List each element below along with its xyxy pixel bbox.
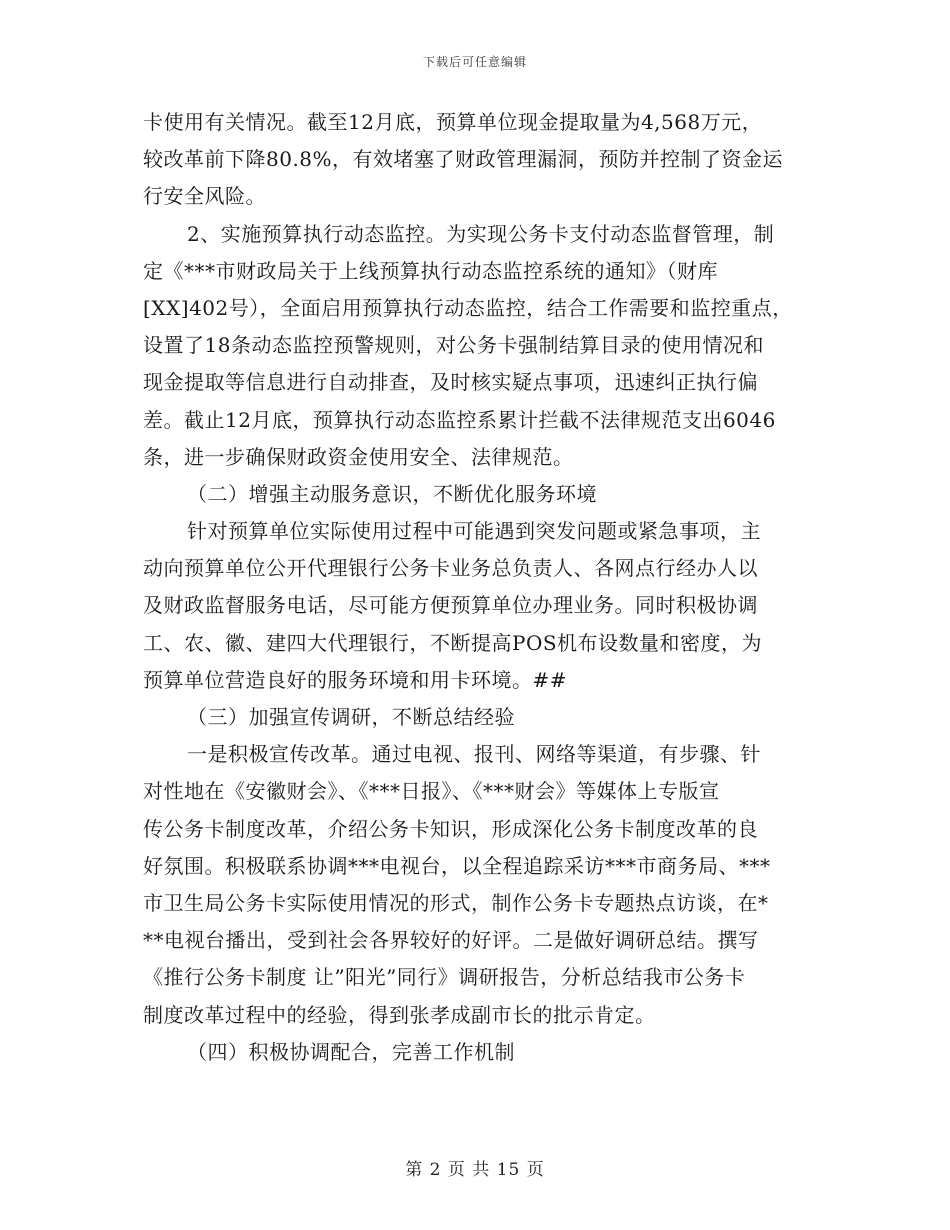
body-line-18: 一是积极宣传改革。通过电视、报刊、网络等渠道，有步骤、针 bbox=[187, 742, 761, 767]
body-line-12: 针对预算单位实际使用过程中可能遇到突发问题或紧急事项，主 bbox=[187, 519, 761, 544]
document-body bbox=[143, 104, 823, 1071]
body-line-6: [XX]402号），全面启用预算执行动态监控，结合工作需要和监控重点， bbox=[143, 295, 793, 320]
body-line-16: 预算单位营造良好的服务环境和用卡环境。## bbox=[143, 667, 568, 692]
body-line-22: 市卫生局公务卡实际使用情况的形式，制作公务卡专题热点访谈，在* bbox=[143, 890, 769, 915]
body-line-21: 好氛围。积极联系协调***电视台，以全程追踪采访***市商务局、*** bbox=[143, 853, 771, 878]
body-line-7: 设置了18条动态监控预警规则，对公务卡强制结算目录的使用情况和 bbox=[143, 333, 764, 358]
body-line-8: 现金提取等信息进行自动排查，及时核实疑点事项，迅速纠正执行偏 bbox=[143, 370, 758, 395]
page-number-footer: 第 2 页 共 15 页 bbox=[405, 1160, 545, 1180]
body-line-24: 《推行公务卡制度 让”阳光”同行》调研报告，分析总结我市公务卡 bbox=[143, 965, 746, 990]
body-line-20: 传公务卡制度改革，介绍公务卡知识，形成深化公务卡制度改革的良 bbox=[143, 816, 758, 841]
body-line-10: 条，进一步确保财政资金使用安全、法律规范。 bbox=[143, 444, 574, 469]
body-line-14: 及财政监督服务电话，尽可能方便预算单位办理业务。同时积极协调 bbox=[143, 593, 758, 618]
body-line-9: 差。截止12月底，预算执行动态监控系累计拦截不法律规范支出6046 bbox=[143, 407, 776, 432]
body-line-13: 动向预算单位公开代理银行公务卡业务总负责人、各网点行经办人以 bbox=[143, 556, 758, 581]
body-line-1: 卡使用有关情况。截至12月底，预算单位现金提取量为4,568万元， bbox=[143, 110, 763, 134]
body-line-2: 较改革前下降80.8%，有效堵塞了财政管理漏洞，预防并控制了资金运 bbox=[143, 147, 784, 172]
section-heading-3: （三）加强宣传调研，不断总结经验 bbox=[187, 705, 515, 729]
body-line-23: **电视台播出，受到社会各界较好的好评。二是做好调研总结。撰写 bbox=[143, 928, 759, 953]
page-header-note: 下载后可任意编辑 bbox=[422, 55, 527, 69]
body-line-15: 工、农、徽、建四大代理银行，不断提高POS机布设数量和密度，为 bbox=[143, 630, 763, 655]
body-line-5: 定《***市财政局关于上线预算执行动态监控系统的通知》（财库 bbox=[143, 258, 718, 283]
body-line-19: 对性地在《安徽财会》、《***日报》、《***财会》等媒体上专版宣 bbox=[143, 779, 720, 804]
body-line-25: 制度改革过程中的经验，得到张孝成副市长的批示肯定。 bbox=[143, 1002, 656, 1027]
body-line-4: 2、实施预算执行动态监控。为实现公务卡支付动态监督管理，制 bbox=[187, 221, 775, 246]
body-line-3: 行安全风险。 bbox=[143, 184, 266, 209]
section-heading-4: （四）积极协调配合，完善工作机制 bbox=[187, 1039, 515, 1064]
section-heading-2: （二）增强主动服务意识，不断优化服务环境 bbox=[187, 481, 597, 506]
